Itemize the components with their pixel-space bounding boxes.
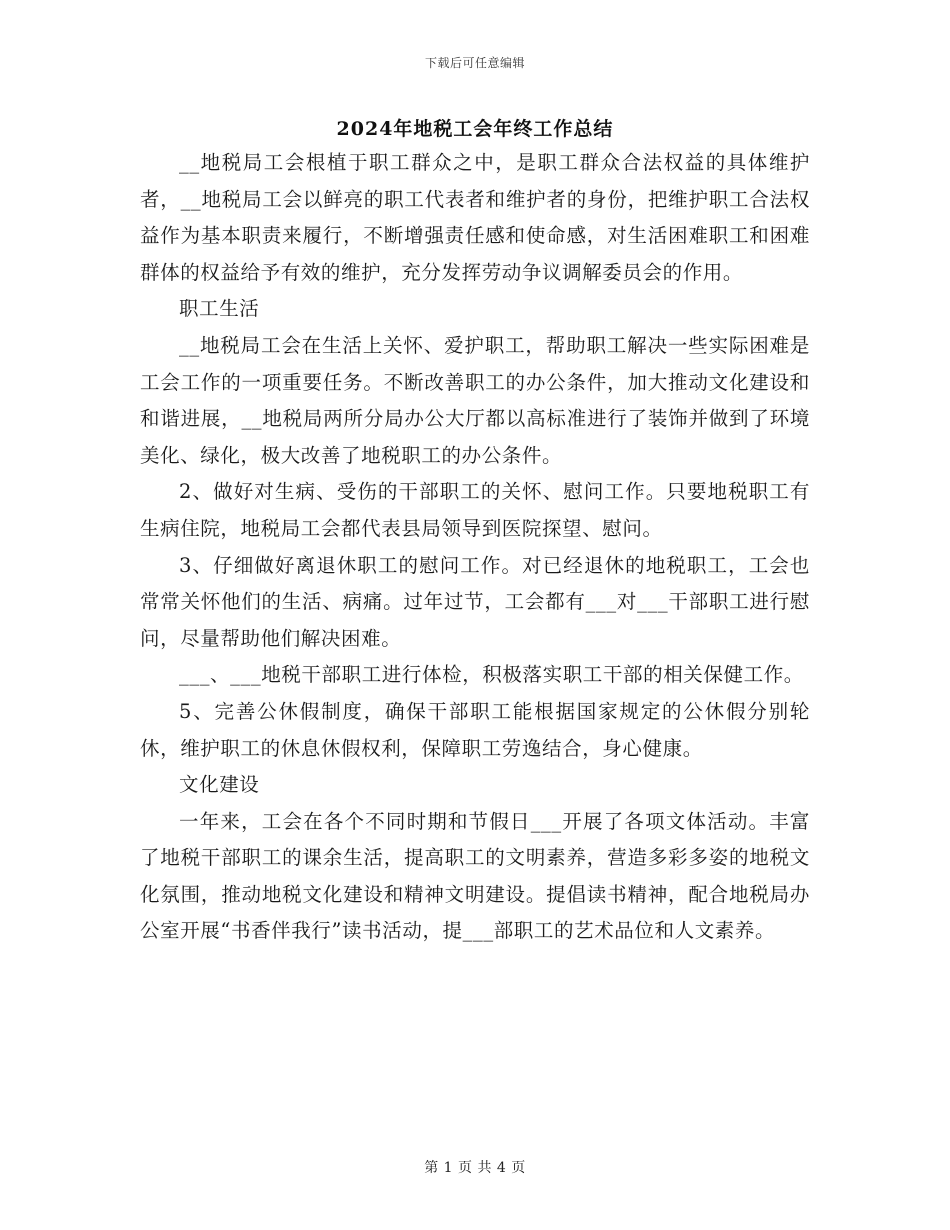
paragraph-item-5: 5、完善公休假制度，确保干部职工能根据国家规定的公休假分别轮休，维护职工的休息休假权利，保障职工劳逸结合，身心健康。: [140, 699, 810, 760]
page-number: 第 1 页 共 4 页: [424, 1160, 526, 1176]
document-title: 2024年地税工会年终工作总结: [336, 118, 614, 140]
paragraph-staff-life: __地税局工会在生活上关怀、爱护职工，帮助职工解决一些实际困难是工会工作的一项重要任务。不断改善职工的办公条件，加大推动文化建设和和谐进展，__地税局两所分局办公大厅都以高标准进行了装饰并做到了环境美化、绿化，极大改善了地税职工的办公条件。: [140, 333, 810, 467]
section-heading-culture: 文化建设: [179, 773, 260, 797]
paragraph-item-2: 2、做好对生病、受伤的干部职工的关怀、慰问工作。只要地税职工有生病住院，地税局工会都代表县局领导到医院探望、慰问。: [140, 480, 810, 540]
document-body: [140, 145, 810, 950]
paragraph-intro: __地税局工会根植于职工群众之中，是职工群众合法权益的具体维护者，__地税局工会以鲜亮的职工代表者和维护者的身份，把维护职工合法权益作为基本职责来履行，不断增强责任感和使命感，对生活困难职工和困难群体的权益给予有效的维护，充分发挥劳动争议调解委员会的作用。: [140, 151, 810, 284]
paragraph-item-3: 3、仔细做好离退休职工的慰问工作。对已经退休的地税职工，工会也常常关怀他们的生活、病痛。过年过节，工会都有___对___干部职工进行慰问，尽量帮助他们解决困难。: [140, 553, 810, 650]
paragraph-item-4: ___、___地税干部职工进行体检，积极落实职工干部的相关保健工作。: [179, 663, 804, 687]
header-note: 下载后可任意编辑: [424, 56, 525, 70]
section-heading-staff-life: 职工生活: [179, 297, 260, 321]
paragraph-culture: 一年来，工会在各个不同时期和节假日___开展了各项文体活动。丰富了地税干部职工的课余生活，提高职工的文明素养，营造多彩多姿的地税文化氛围，推动地税文化建设和精神文明建设。提倡读书精神，配合地税局办公室开展“书香伴我行”读书活动，提___部职工的艺术品位和人文素养。: [140, 809, 810, 943]
